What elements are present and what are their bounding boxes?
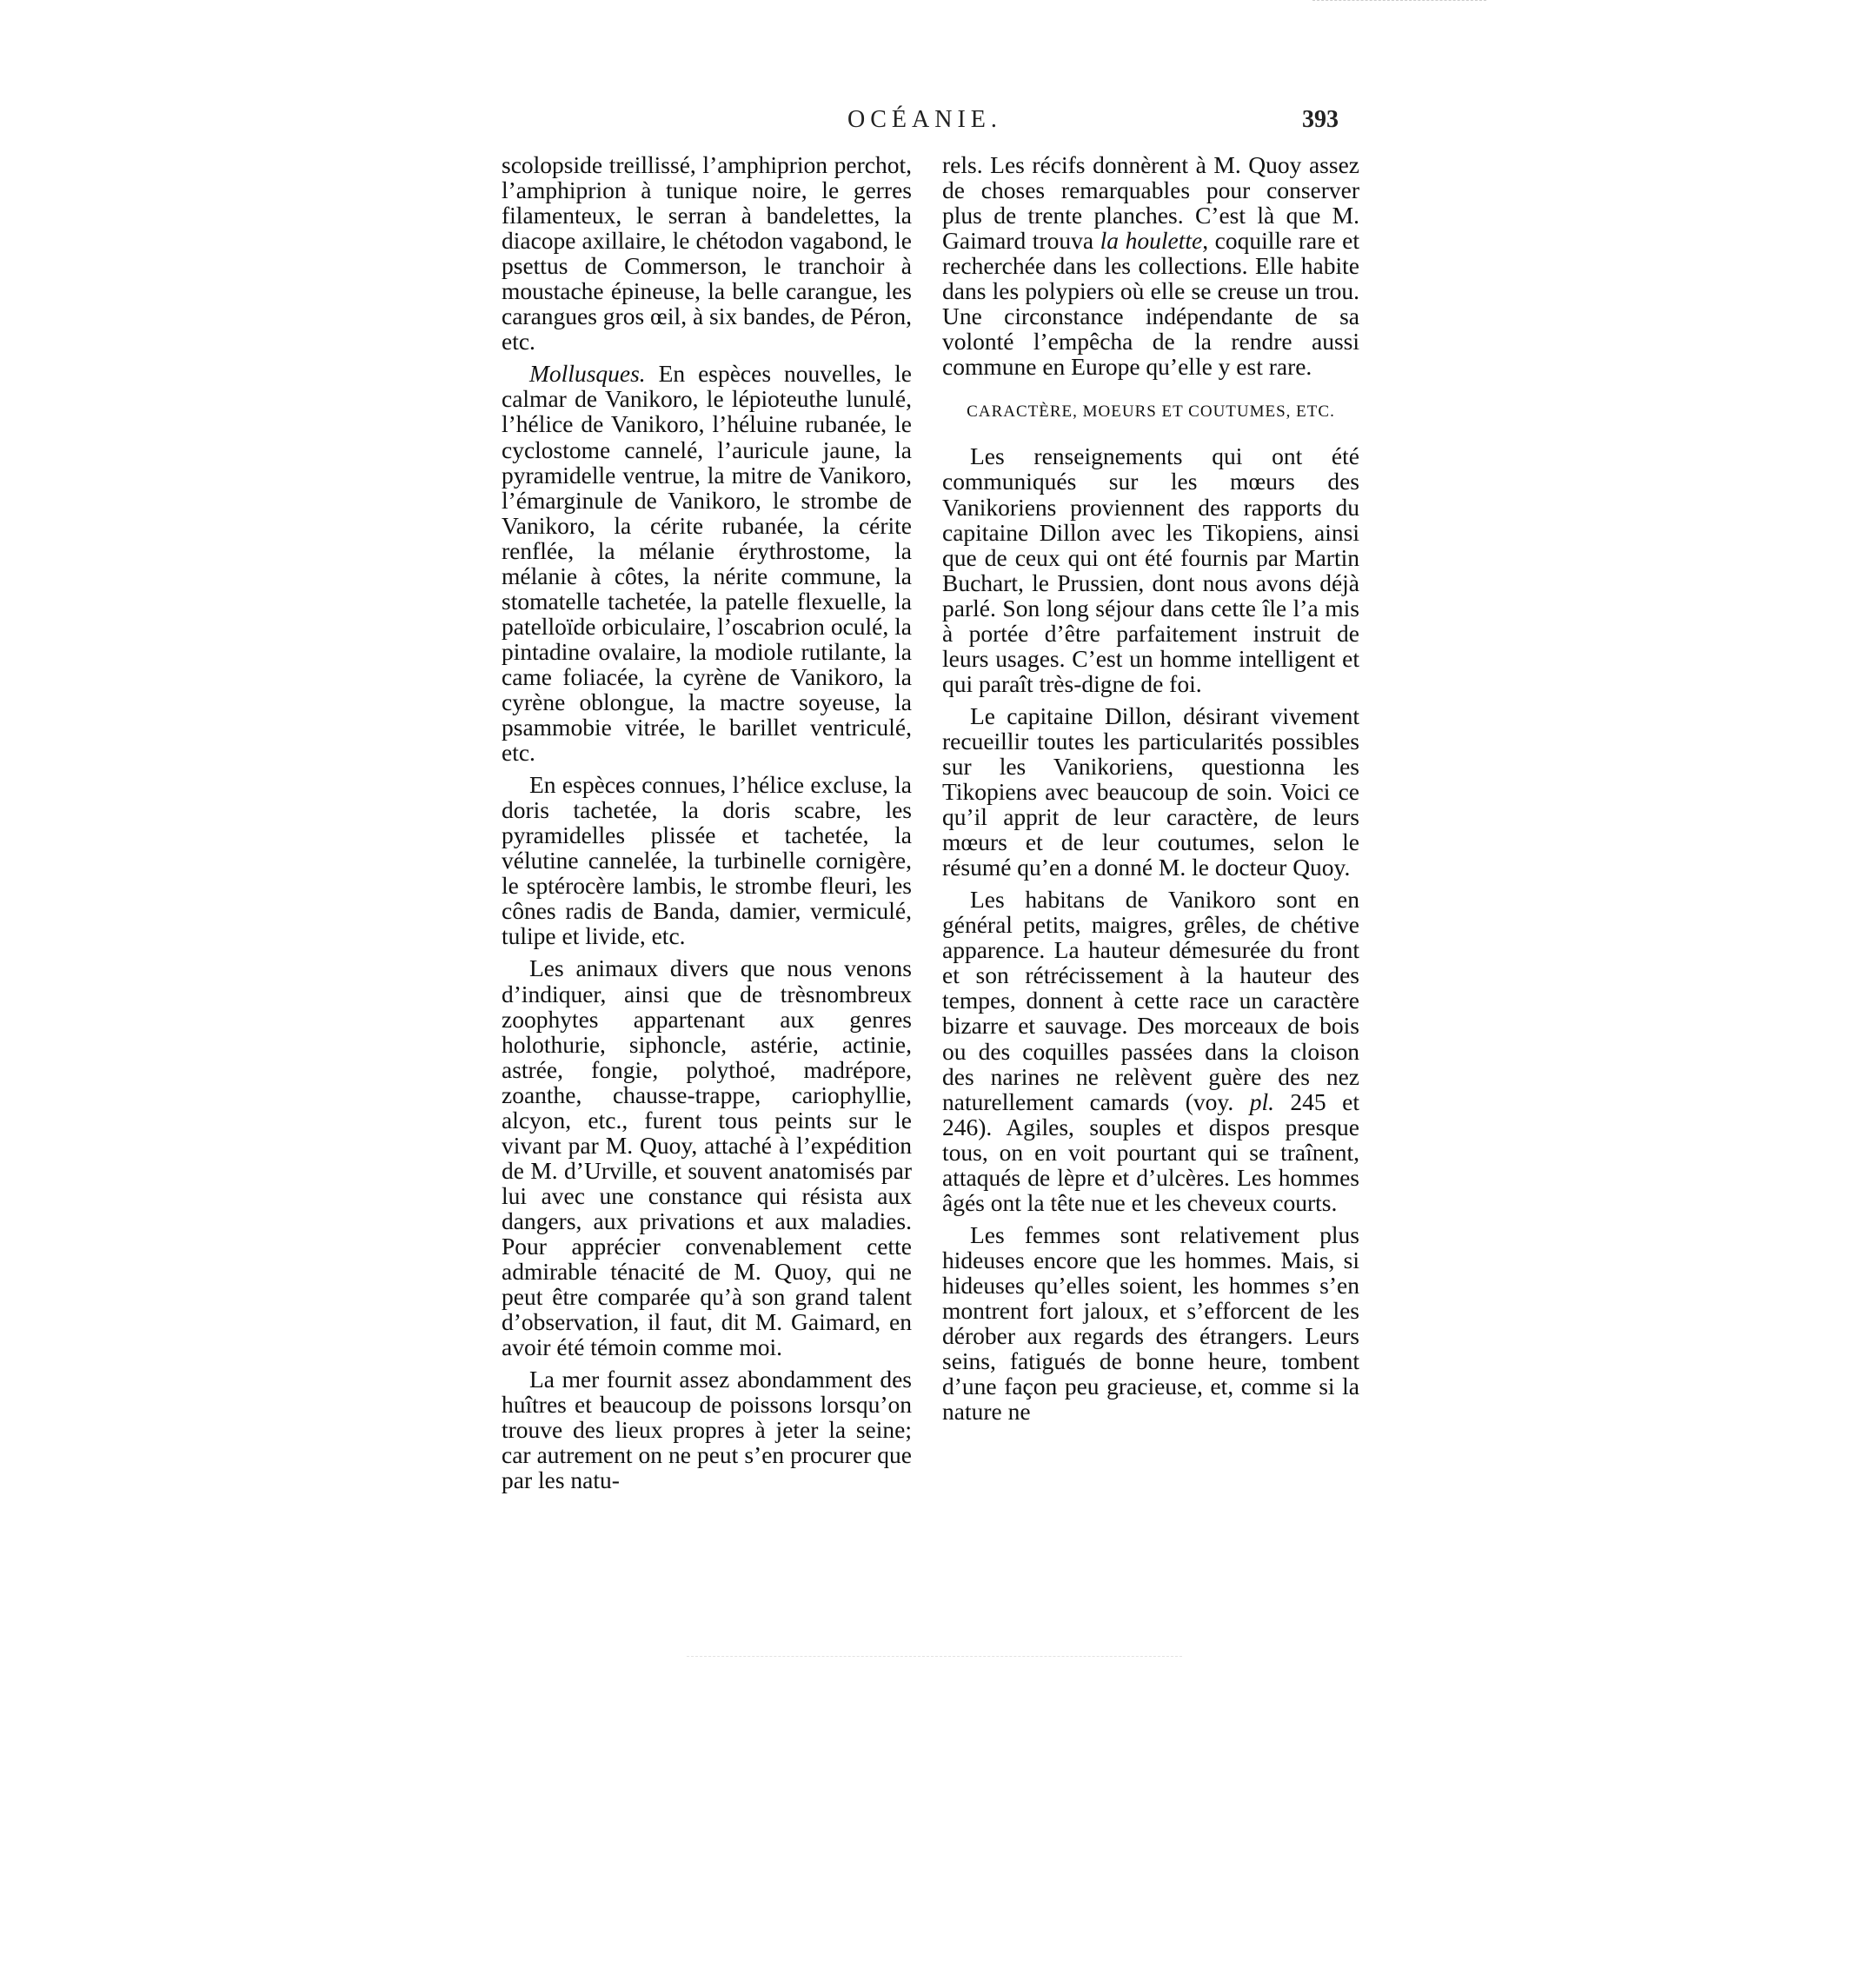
paragraph-habitans xyxy=(942,887,1359,1215)
running-header-title: OCÉANIE. xyxy=(847,106,1002,133)
paragraph-habitans-text-a: Les habitans de Vanikoro sont en général petits, maigres, grêles, de chétive apparence. La hauteur démesurée du front et son rétrécissement à la hauteur des tempes, donnent à cette race un caractère bizarre et sauvage. Des morceaux de bois ou des coquilles passées dans la cloison des narines ne relèvent guère des nez naturellement camards (voy. xyxy=(942,886,1359,1115)
scan-bottom-marks xyxy=(687,1656,1182,1660)
italic-la-houlette: la houlette xyxy=(1100,227,1203,255)
page-number: 393 xyxy=(1302,106,1339,133)
paragraph-femmes: Les femmes sont relativement plus hideuses encore que les hommes. Mais, si hideuses qu’elles soient, les hommes s’en montrent fort jaloux, et s’efforcent de les dérober aux regards des étrangers. Leurs seins, fatigués de bonne heure, tombent d’une façon peu gracieuse, et, comme si la nature ne xyxy=(942,1220,1359,1426)
scan-edge-marks xyxy=(1312,0,1486,4)
italic-pl: pl. xyxy=(1249,1087,1274,1115)
paragraph-recifs-text-b: , coquille rare et recherchée dans les collections. Elle habite dans les polypiers où elle se creuse un trou. Une circonstance indépendante de sa volonté l’empêcha de la rendre aussi commune en Europe qu’elle y est rare. xyxy=(942,227,1359,381)
paragraph-lead-mollusques: Mollusques. xyxy=(529,360,646,388)
paragraph-renseignements: Les renseignements qui ont été communiqués sur les mœurs des Vanikoriens proviennent des rapports du capitaine Dillon avec les Tikopiens, ainsi que de ceux qui ont été fournis par Martin Buchart, le Prussien, dont nous avons déjà parlé. Son long séjour dans cette île l’a mis à portée d’être parfaitement instruit de leurs usages. C’est un homme intelligent et qui paraît très-digne de foi. xyxy=(942,442,1359,697)
paragraph-fish-list-end: scolopside treillissé, l’amphiprion perchot, l’amphiprion à tunique noire, le gerres filamenteux, le serran à bandelettes, la diacope axillaire, le chétodon vagabond, le psettus de Commerson, le tranchoir à moustache épineuse, la belle carangue, les carangues gros œil, à six bandes, de Péron, etc. xyxy=(502,151,912,356)
paragraph-animaux-divers: Les animaux divers que nous venons d’indiquer, ainsi que de trèsnombreux zoophytes appartenant aux genres holothurie, siphoncle, astérie, actinie, astrée, fongie, polythoé, madrépore, zoanthe, chausse-trappe, cariophyllie, alcyon, etc., furent tous peints sur le vivant par M. Quoy, attaché à l’expédition de M. d’Urville, et souvent anatomisés par lui avec une constance qui résista aux dangers, aux privations et aux maladies. Pour apprécier convenablement cette admirable ténacité de M. Quoy, qui ne peut être comparée qu’à son grand talent d’observation, il faut, dit M. Gaimard, en avoir été témoin comme moi. xyxy=(502,954,912,1361)
paragraph-mollusques xyxy=(502,361,912,765)
paragraph-recifs xyxy=(942,152,1359,379)
paragraph-recifs-text-a: rels. Les récifs donnèrent à M. Quoy assez de choses remarquables pour conserver plus de trente planches. C’est là que M. Gaimard trouva xyxy=(942,151,1359,255)
paragraph-la-mer: La mer fournit assez abondamment des huîtres et beaucoup de poissons lorsqu’on trouve des lieux propres à jeter la seine; car autrement on ne peut s’en procurer que par les natu- xyxy=(502,1366,912,1494)
section-heading: CARACTÈRE, MOEURS ET COUTUMES, ETC. xyxy=(967,402,1335,422)
paragraph-mollusques-text: En espèces nouvelles, le calmar de Vanikoro, le lépioteuthe lunulé, l’hélice de Vanikoro, l’héluine rubanée, le cyclostome cannelé, l’auricule jaune, la pyramidelle ventrue, la mitre de Vanikoro, l’émarginule de Vanikoro, le strombe de Vanikoro, la cérite rubanée, la cérite renflée, la mélanie érythrostome, la mélanie à côtes, la nérite commune, la stomatelle tachetée, la patelle flexuelle, la patelloïde orbiculaire, l’oscabrion oculé, la pintadine ovalaire, la modiole rutilante, la came foliacée, la cyrène de Vanikoro, la cyrène oblongue, la mactre soyeuse, la psammobie vitrée, le barillet ventriculé, etc. xyxy=(502,360,912,767)
paragraph-especes-connues: En espèces connues, l’hélice excluse, la doris tachetée, la doris scabre, les pyramidelles plissée et tachetée, la vélutine cannelée, la turbinelle cornigère, le sptérocère lambis, le strombe fleuri, les cônes radis de Banda, damier, vermiculé, tulipe et livide, etc. xyxy=(502,771,912,950)
left-column xyxy=(502,152,912,1499)
right-column xyxy=(942,152,1359,1431)
paragraph-capitaine-dillon: Le capitaine Dillon, désirant vivement recueillir toutes les particularités possibles sur les Vanikoriens, questionna les Tikopiens avec beaucoup de soin. Voici ce qu’il apprit de leur caractère, de leurs mœurs et de leur coutumes, selon le résumé qu’en a donné M. le docteur Quoy. xyxy=(942,701,1359,881)
paragraph-habitans-text-b: 245 et 246). Agiles, souples et dispos presque tous, on en voit pourtant qui se traînent, attaqués de lèpre et d’ulcères. Les hommes âgés ont la tête nue et les cheveux courts. xyxy=(942,1087,1359,1216)
